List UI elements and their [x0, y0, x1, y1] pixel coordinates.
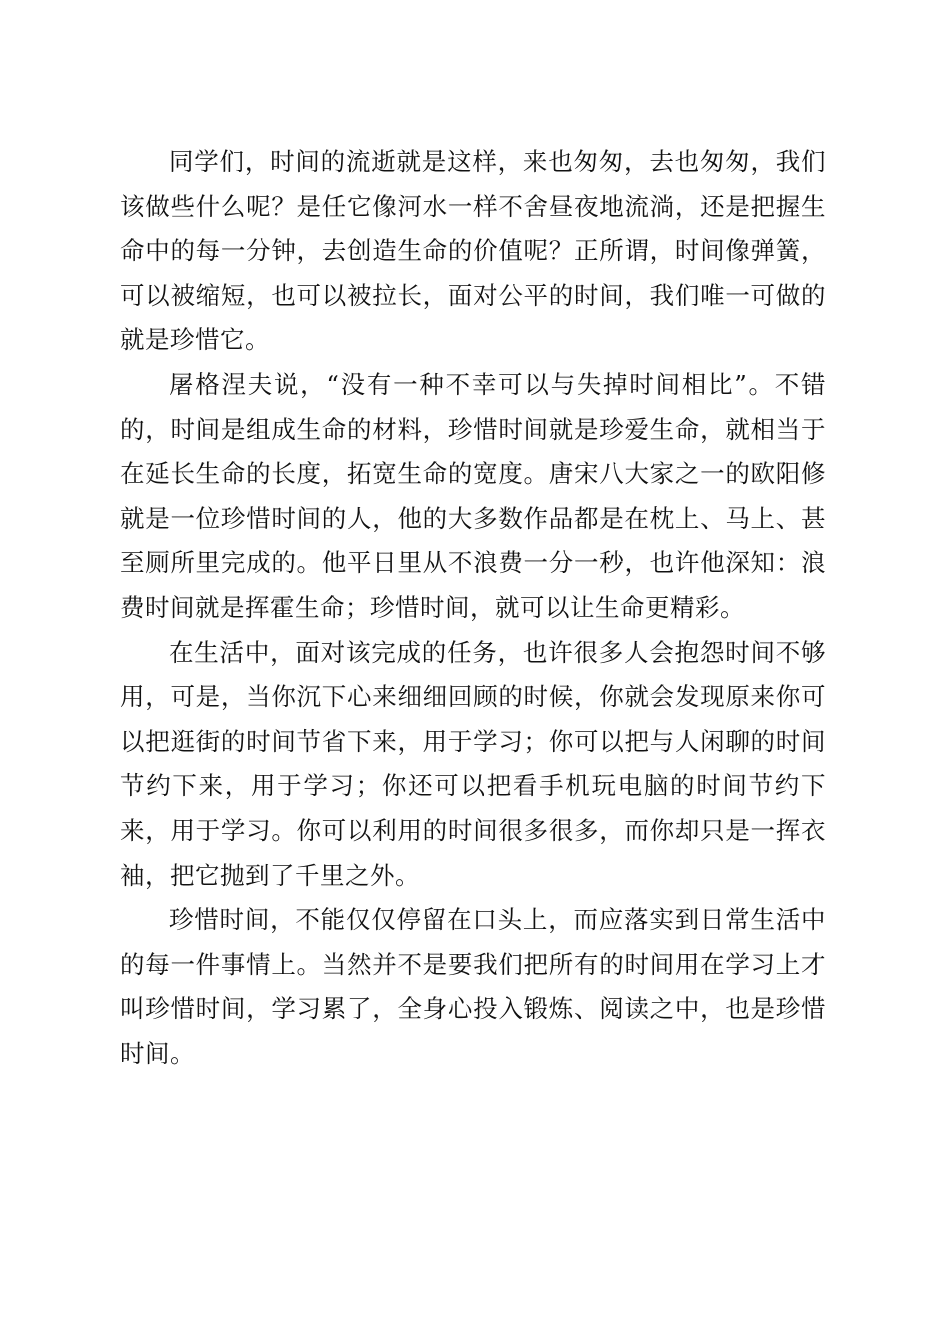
- paragraph-3: 在生活中，面对该完成的任务，也许很多人会抱怨时间不够用，可是，当你沉下心来细细回顾的时候，你就会发现原来你可以把逛街的时间节省下来，用于学习；你可以把与人闲聊的时间节约下来，用于学习；你还可以把看手机玩电脑的时间节约下来，用于学习。你可以利用的时间很多很多，而你却只是一挥衣袖，把它抛到了千里之外。: [120, 637, 826, 890]
- document-body: [120, 140, 826, 1076]
- paragraph-4: 珍惜时间，不能仅仅停留在口头上，而应落实到日常生活中的每一件事情上。当然并不是要我们把所有的时间用在学习上才叫珍惜时间，学习累了，全身心投入锻炼、阅读之中，也是珍惜时间。: [120, 905, 826, 1068]
- paragraph-2: 屠格涅夫说，“没有一种不幸可以与失掉时间相比”。不错的，时间是组成生命的材料，珍惜时间就是珍爱生命，就相当于在延长生命的长度，拓宽生命的宽度。唐宋八大家之一的欧阳修就是一位珍惜时间的人，他的大多数作品都是在枕上、马上、甚至厕所里完成的。他平日里从不浪费一分一秒，也许他深知：浪费时间就是挥霍生命；珍惜时间，就可以让生命更精彩。: [120, 369, 826, 622]
- paragraph-1: 同学们，时间的流逝就是这样，来也匆匆，去也匆匆，我们该做些什么呢？是任它像河水一样不舍昼夜地流淌，还是把握生命中的每一分钟，去创造生命的价值呢？正所谓，时间像弹簧，可以被缩短，也可以被拉长，面对公平的时间，我们唯一可做的就是珍惜它。: [120, 147, 826, 355]
